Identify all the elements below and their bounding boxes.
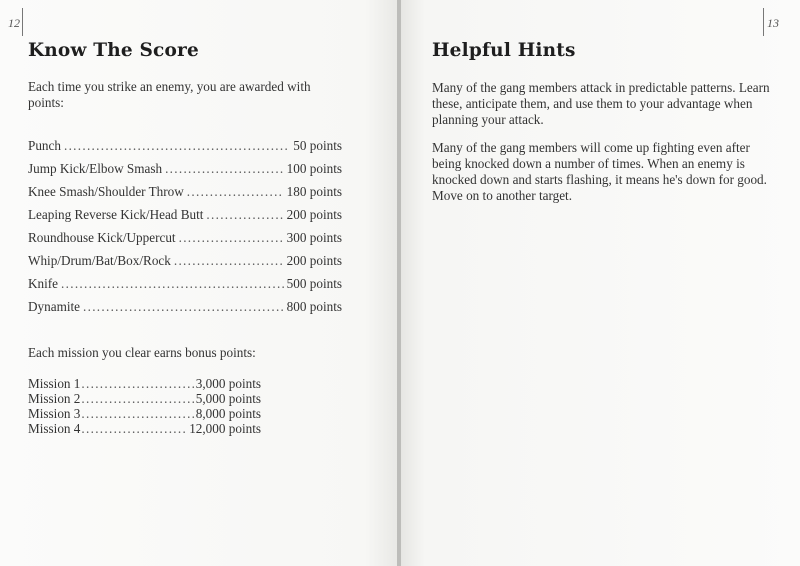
move-points: 200 points [286, 207, 342, 222]
page-number-right: 13 [767, 16, 779, 30]
move-name: Knee Smash/Shoulder Throw [28, 184, 184, 199]
section-title-know-the-score: Know The Score [28, 40, 199, 61]
mission-row [28, 376, 261, 391]
move-points: 200 points [286, 253, 342, 268]
mission-points: 8,000 points [195, 406, 261, 421]
mission-row [28, 391, 261, 406]
mission-bonus-list [28, 376, 261, 436]
score-intro-text: Each time you strike an enemy, you are awarded with points: [28, 79, 311, 110]
dot-leader [81, 421, 188, 437]
move-name: Dynamite [28, 299, 81, 314]
move-name: Jump Kick/Elbow Smash [28, 161, 163, 176]
move-points: 180 points [286, 184, 342, 199]
page-number-left: 12 [8, 16, 20, 30]
dot-leader [165, 161, 284, 177]
dot-leader [179, 230, 284, 246]
hint-paragraph-1: Many of the gang members attack in predictable patterns. Learn these, anticipate them, and use them to your advantage when planning your attack. [432, 80, 770, 127]
mission-points: 12,000 points [189, 421, 261, 436]
page-number-rule-left [22, 8, 23, 36]
mission-name: Mission 2 [28, 391, 81, 406]
dot-leader [83, 299, 284, 315]
dot-leader [81, 376, 194, 392]
score-row [28, 138, 342, 161]
mission-name: Mission 1 [28, 376, 81, 391]
move-points: 300 points [286, 230, 342, 245]
mission-row [28, 406, 261, 421]
dot-leader [187, 184, 284, 200]
dot-leader [64, 138, 290, 154]
left-page [0, 0, 397, 566]
score-row [28, 299, 342, 322]
move-name: Leaping Reverse Kick/Head Butt [28, 207, 204, 222]
score-row [28, 230, 342, 253]
score-list [28, 138, 342, 322]
score-row [28, 276, 342, 299]
mission-points: 5,000 points [195, 391, 261, 406]
dot-leader [174, 253, 284, 269]
mission-points: 3,000 points [195, 376, 261, 391]
dot-leader [81, 391, 194, 407]
move-name: Punch [28, 138, 61, 153]
right-page [401, 0, 800, 566]
score-row [28, 253, 342, 276]
move-points: 100 points [286, 161, 342, 176]
score-row [28, 207, 342, 230]
bonus-intro-text: Each mission you clear earns bonus points: [28, 345, 256, 360]
mission-name: Mission 3 [28, 406, 81, 421]
move-points: 50 points [293, 138, 342, 153]
move-name: Knife [28, 276, 59, 291]
page-number-rule-right [763, 8, 764, 36]
score-row [28, 184, 342, 207]
score-row [28, 161, 342, 184]
dot-leader [81, 406, 194, 422]
move-points: 800 points [286, 299, 342, 314]
hint-paragraph-2: Many of the gang members will come up fighting even after being knocked down a number of times. When an enemy is knocked down and starts flashing, it means he's down for good. Move on to another target. [432, 140, 767, 203]
section-title-helpful-hints: Helpful Hints [432, 40, 576, 61]
dot-leader [61, 276, 284, 292]
move-points: 500 points [286, 276, 342, 291]
mission-row [28, 421, 261, 436]
mission-name: Mission 4 [28, 421, 81, 436]
dot-leader [206, 207, 283, 223]
move-name: Roundhouse Kick/Uppercut [28, 230, 176, 245]
move-name: Whip/Drum/Bat/Box/Rock [28, 253, 171, 268]
